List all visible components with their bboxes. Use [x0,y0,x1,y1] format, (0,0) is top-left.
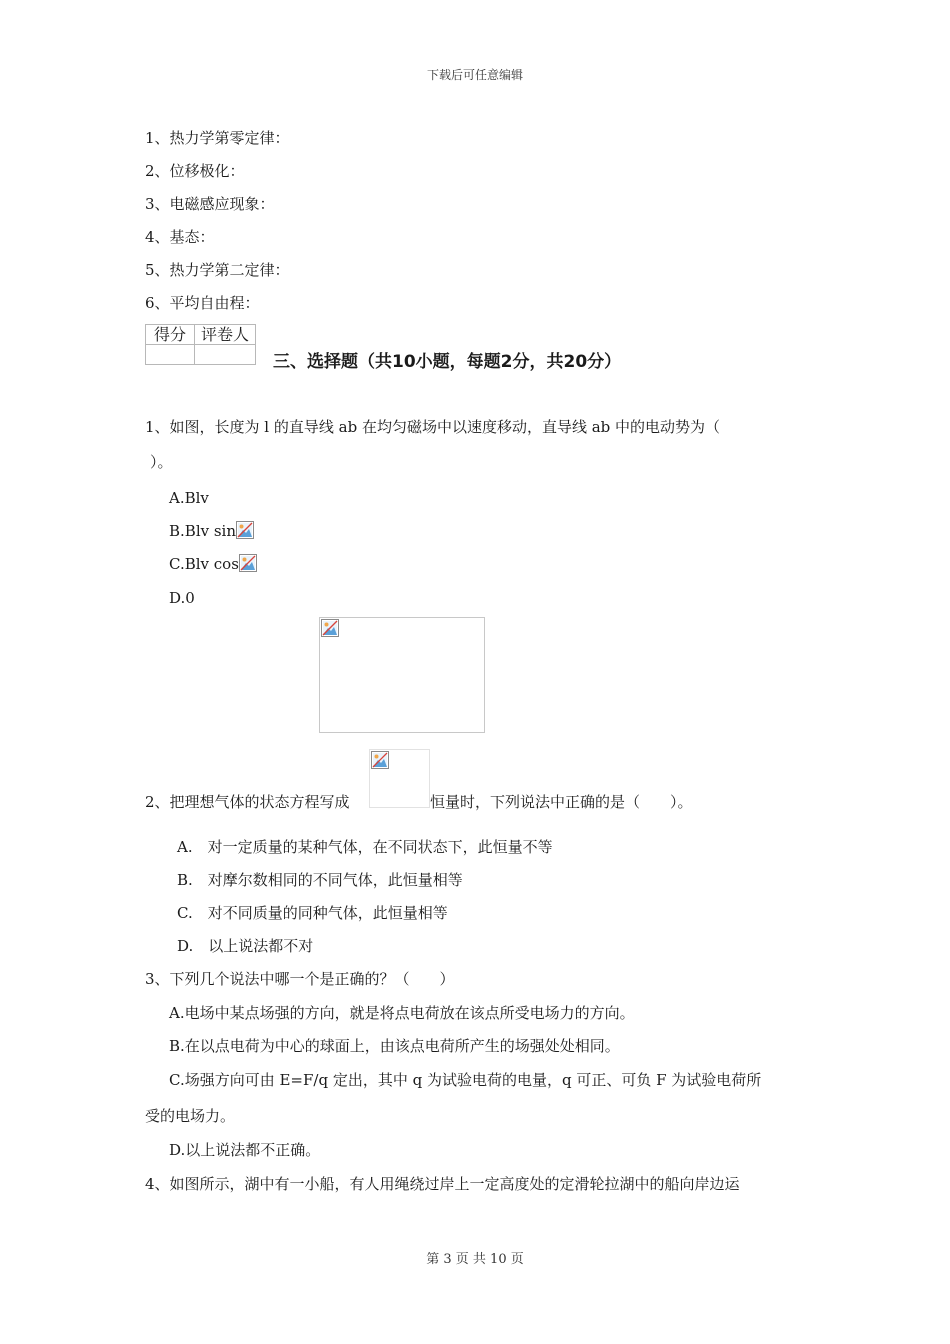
q3-option-c-cont: 受的电场力。 [145,1107,236,1125]
score-cell [146,345,195,365]
page-footer: 第 3 页 共 10 页 [426,1252,524,1267]
q1-stem-line2: ）。 [150,453,173,471]
q1-figure-placeholder [319,617,485,733]
definition-item: 1、热力学第零定律： [145,129,290,147]
q1-stem-line1: 1、如图，长度为 l 的直导线 ab 在均匀磁场中以速度移动，直导线 ab 中的电动势为（ [145,418,721,436]
q3-option-b: B.在以点电荷为中心的球面上，由该点电荷所产生的场强处处相同。 [169,1037,620,1055]
broken-image-icon [321,619,339,637]
score-header: 得分 [146,325,195,345]
definition-item: 6、平均自由程： [145,294,260,312]
q1-option-a: A.Blv [169,489,209,507]
score-table [145,324,256,365]
page-header: 下载后可任意编辑 [426,68,523,82]
q3-option-c: C.场强方向可由 E=F/q 定出，其中 q 为试验电荷的电量，q 可正、可负 F 为试验电荷所 [169,1071,762,1089]
q4-stem: 4、如图所示，湖中有一小船，有人用绳绕过岸上一定高度处的定滑轮拉湖中的船向岸边运 [145,1175,740,1193]
definition-item: 3、电磁感应现象： [145,195,275,213]
broken-image-icon [371,751,389,769]
q2-option-b: B. 对摩尔数相同的不同气体，此恒量相等 [177,871,463,889]
definition-item: 4、基态： [145,228,215,246]
q1-option-c-text: C.Blv cos [169,555,239,573]
q1-option-d: D.0 [169,589,195,607]
grader-header: 评卷人 [195,325,256,345]
q1-option-c [169,554,257,574]
q2-option-a: A. 对一定质量的某种气体，在不同状态下，此恒量不等 [177,838,553,856]
broken-image-icon [236,521,254,539]
q2-stem-after: 恒量时，下列说法中正确的是（ ）。 [430,793,693,811]
q3-option-d: D.以上说法都不正确。 [169,1141,321,1159]
q2-option-c: C. 对不同质量的同种气体，此恒量相等 [177,904,448,922]
definition-item: 2、位移极化： [145,162,245,180]
q3-stem: 3、下列几个说法中哪一个是正确的？（ ） [145,970,455,988]
q2-formula-placeholder [369,749,430,808]
q2-option-d: D. 以上说法都不对 [177,937,314,955]
q2-stem-before: 2、把理想气体的状态方程写成 [145,793,350,811]
q3-option-a: A.电场中某点场强的方向，就是将点电荷放在该点所受电场力的方向。 [169,1004,635,1022]
q1-option-b-text: B.Blv sin [169,522,237,540]
broken-image-icon [239,554,257,572]
q1-option-b [169,521,254,541]
grader-cell [195,345,256,365]
definition-item: 5、热力学第二定律： [145,261,290,279]
section-title: 三、选择题（共10小题，每题2分，共20分） [273,352,622,372]
